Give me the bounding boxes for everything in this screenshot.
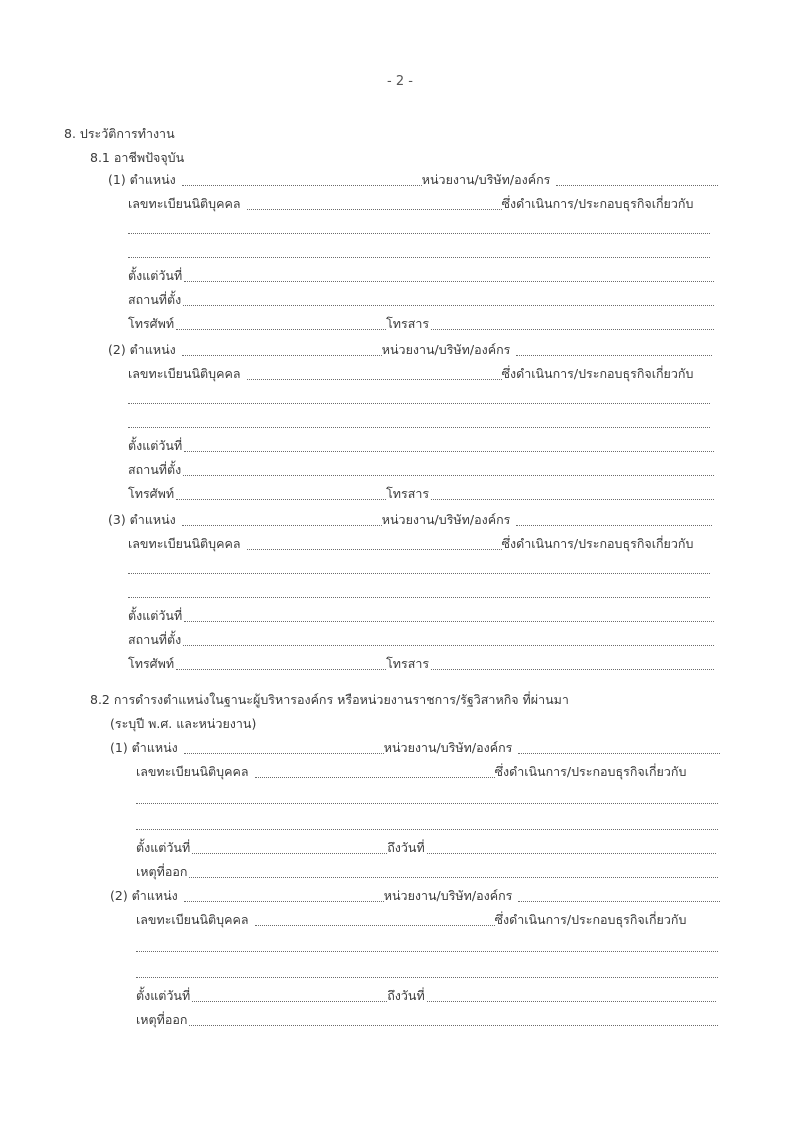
registration-label: เลขทะเบียนนิติบุคคล [136, 912, 249, 927]
registration-row [136, 910, 724, 930]
location-row [128, 630, 714, 650]
location-label: สถานที่ตั้ง [128, 632, 182, 647]
end-date-label: ถึงวันที่ [387, 840, 425, 855]
location-field[interactable] [183, 304, 714, 306]
phone-label: โทรศัพท์ [128, 486, 175, 501]
org-field[interactable] [518, 752, 720, 754]
registration-field[interactable] [247, 548, 502, 550]
business-line-2 [128, 242, 710, 262]
reason-row [136, 862, 718, 882]
business-field-2[interactable] [128, 596, 710, 598]
fax-label: โทรสาร [386, 656, 430, 671]
start-date-row [128, 266, 714, 286]
business-line-2 [136, 814, 718, 834]
business-label: ซึ่งดำเนินการ/ประกอบธุรกิจเกี่ยวกับ [501, 536, 694, 551]
business-field-2[interactable] [128, 256, 710, 258]
position-label: (3) ตำแหน่ง [108, 512, 176, 527]
business-label: ซึ่งดำเนินการ/ประกอบธุรกิจเกี่ยวกับ [494, 764, 687, 779]
location-field[interactable] [183, 474, 714, 476]
registration-label: เลขทะเบียนนิติบุคคล [136, 764, 249, 779]
registration-label: เลขทะเบียนนิติบุคคล [128, 366, 241, 381]
phone-field[interactable] [176, 328, 386, 330]
phone-fax-row [128, 484, 714, 504]
position-label: (1) ตำแหน่ง [108, 172, 176, 187]
start-date-row [128, 606, 714, 626]
registration-field[interactable] [255, 924, 495, 926]
phone-label: โทรศัพท์ [128, 656, 175, 671]
org-label: หน่วยงาน/บริษัท/องค์กร [383, 888, 513, 903]
business-field-2[interactable] [128, 426, 710, 428]
business-field-1[interactable] [136, 950, 718, 952]
org-field[interactable] [516, 354, 712, 356]
position-field[interactable] [184, 752, 384, 754]
fax-label: โทรสาร [386, 486, 430, 501]
date-range-row [136, 986, 716, 1006]
business-field-1[interactable] [128, 572, 710, 574]
registration-row [136, 762, 724, 782]
section-8-title: 8. ประวัติการทำงาน [64, 126, 175, 141]
end-date-field[interactable] [427, 852, 716, 854]
registration-row [128, 534, 718, 554]
position-field[interactable] [184, 900, 384, 902]
fax-field[interactable] [431, 668, 714, 670]
business-line-2 [128, 582, 710, 602]
business-line-2 [128, 412, 710, 432]
business-field-2[interactable] [136, 976, 718, 978]
start-date-field[interactable] [192, 1000, 387, 1002]
org-field[interactable] [556, 184, 718, 186]
reason-field[interactable] [189, 1024, 718, 1026]
business-field-1[interactable] [136, 802, 718, 804]
location-label: สถานที่ตั้ง [128, 462, 182, 477]
business-line-2 [136, 962, 718, 982]
position-label: (2) ตำแหน่ง [110, 888, 178, 903]
phone-fax-row [128, 314, 714, 334]
business-line-1 [136, 936, 718, 956]
start-date-label: ตั้งแต่วันที่ [128, 438, 183, 453]
date-range-row [136, 838, 716, 858]
position-row [110, 886, 720, 906]
start-date-field[interactable] [184, 620, 714, 622]
start-date-field[interactable] [184, 450, 714, 452]
reason-field[interactable] [189, 876, 718, 878]
org-field[interactable] [516, 524, 712, 526]
registration-field[interactable] [247, 378, 502, 380]
business-line-1 [128, 388, 710, 408]
registration-field[interactable] [247, 208, 502, 210]
position-row [108, 340, 712, 360]
start-date-row [128, 436, 714, 456]
org-label: หน่วยงาน/บริษัท/องค์กร [383, 740, 513, 755]
position-label: (2) ตำแหน่ง [108, 342, 176, 357]
business-field-1[interactable] [128, 402, 710, 404]
position-row [108, 510, 712, 530]
org-label: หน่วยงาน/บริษัท/องค์กร [381, 512, 511, 527]
reason-row [136, 1010, 718, 1030]
business-line-1 [128, 558, 710, 578]
section-8-1-title: 8.1 อาชีพปัจจุบัน [90, 150, 185, 165]
registration-label: เลขทะเบียนนิติบุคคล [128, 536, 241, 551]
reason-label: เหตุที่ออก [136, 864, 188, 879]
business-label: ซึ่งดำเนินการ/ประกอบธุรกิจเกี่ยวกับ [501, 196, 694, 211]
start-date-field[interactable] [192, 852, 387, 854]
fax-label: โทรสาร [386, 316, 430, 331]
start-date-label: ตั้งแต่วันที่ [128, 608, 183, 623]
position-field[interactable] [182, 524, 382, 526]
org-field[interactable] [518, 900, 720, 902]
location-row [128, 460, 714, 480]
phone-field[interactable] [176, 668, 386, 670]
business-field-1[interactable] [128, 232, 710, 234]
registration-field[interactable] [255, 776, 495, 778]
position-row [110, 738, 720, 758]
start-date-field[interactable] [184, 280, 714, 282]
location-row [128, 290, 714, 310]
start-date-label: ตั้งแต่วันที่ [136, 988, 191, 1003]
org-label: หน่วยงาน/บริษัท/องค์กร [421, 172, 551, 187]
start-date-label: ตั้งแต่วันที่ [136, 840, 191, 855]
location-field[interactable] [183, 644, 714, 646]
phone-field[interactable] [176, 498, 386, 500]
fax-field[interactable] [431, 498, 714, 500]
start-date-label: ตั้งแต่วันที่ [128, 268, 183, 283]
business-line-1 [128, 218, 710, 238]
phone-label: โทรศัพท์ [128, 316, 175, 331]
position-field[interactable] [182, 354, 382, 356]
location-label: สถานที่ตั้ง [128, 292, 182, 307]
registration-row [128, 364, 718, 384]
fax-field[interactable] [431, 328, 714, 330]
section-8-2-title: 8.2 การดำรงตำแหน่งในฐานะผู้บริหารองค์กร หรือหน่วยงานราชการ/รัฐวิสาหกิจ ที่ผ่านมา [90, 692, 569, 707]
business-line-1 [136, 788, 718, 808]
page-number: - 2 - [387, 74, 413, 89]
position-row [108, 170, 718, 190]
registration-row [128, 194, 718, 214]
business-label: ซึ่งดำเนินการ/ประกอบธุรกิจเกี่ยวกับ [494, 912, 687, 927]
registration-label: เลขทะเบียนนิติบุคคล [128, 196, 241, 211]
business-label: ซึ่งดำเนินการ/ประกอบธุรกิจเกี่ยวกับ [501, 366, 694, 381]
business-field-2[interactable] [136, 828, 718, 830]
phone-fax-row [128, 654, 714, 674]
section-8-2-subtitle: (ระบุปี พ.ศ. และหน่วยงาน) [110, 716, 257, 731]
end-date-label: ถึงวันที่ [387, 988, 425, 1003]
position-field[interactable] [182, 184, 422, 186]
org-label: หน่วยงาน/บริษัท/องค์กร [381, 342, 511, 357]
end-date-field[interactable] [427, 1000, 716, 1002]
reason-label: เหตุที่ออก [136, 1012, 188, 1027]
position-label: (1) ตำแหน่ง [110, 740, 178, 755]
